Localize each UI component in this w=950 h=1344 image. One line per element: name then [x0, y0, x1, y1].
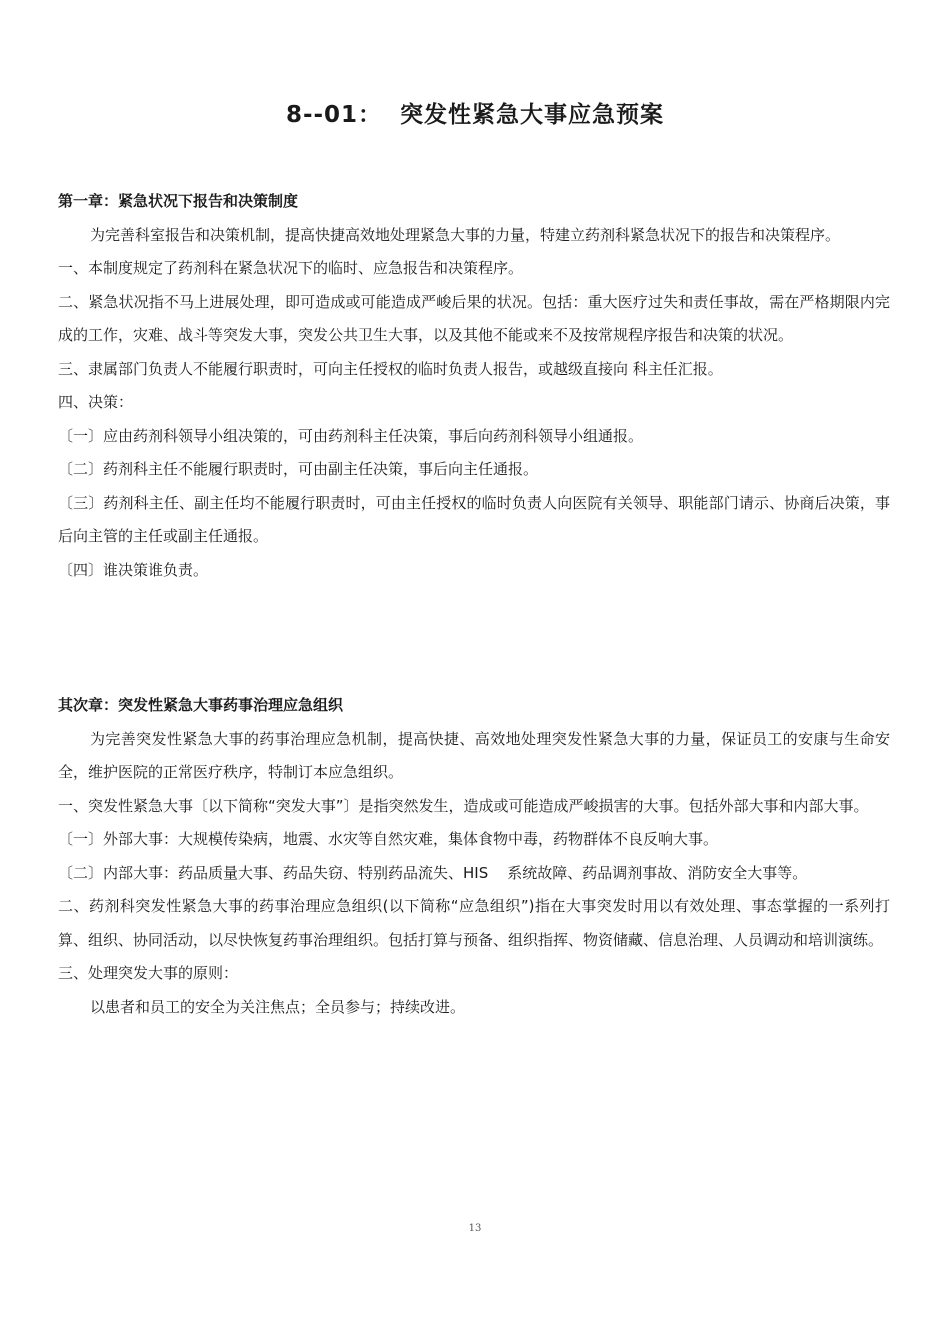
- section-2-principle: 以患者和员工的安全为关注焦点；全员参与；持续改进。: [90, 997, 466, 1016]
- section-1-item-2: 二、紧急状况指不马上进展处理，即可造成或可能造成严峻后果的状况。包括：重大医疗过失和责任事故，需在严格期限内完成的工作，灾难、战斗等突发大事，突发公共卫生大事，以及其他不能或来不及按常规程序报告和决策的状况。: [58, 292, 890, 344]
- section-2-item-1: 一、突发性紧急大事〔以下简称“突发大事”〕是指突然发生，造成或可能造成严峻损害的大事。包括外部大事和内部大事。: [58, 796, 869, 815]
- section-1-item-3: 三、隶属部门负责人不能履行职责时，可向主任授权的临时负责人报告，或越级直接向 科主任汇报。: [58, 359, 723, 378]
- section-1-sub-4: 〔四〕谁决策谁负责。: [58, 560, 209, 579]
- section-1-sub-1: 〔一〕应由药剂科领导小组决策的，可由药剂科主任决策，事后向药剂科领导小组通报。: [58, 426, 644, 445]
- section-1-sub-3: 〔三〕药剂科主任、副主任均不能履行职责时，可由主任授权的临时负责人向医院有关领导、职能部门请示、协商后决策，事后向主管的主任或副主任通报。: [58, 493, 890, 545]
- section-2: [58, 689, 890, 1024]
- page-number: 13: [468, 1223, 482, 1234]
- section-1-intro: 为完善科室报告和决策机制，提高快捷高效地处理紧急大事的力量，特建立药剂科紧急状况下的报告和决策程序。: [90, 225, 841, 244]
- section-1: [58, 185, 890, 587]
- section-2-sub-2: 〔二〕内部大事：药品质量大事、药品失窃、特别药品流失、HIS 系统故障、药品调剂事故、消防安全大事等。: [58, 863, 808, 882]
- section-2-item-2: 二、药剂科突发性紧急大事的药事治理应急组织(以下简称“应急组织”)指在大事突发时用以有效处理、事态掌握的一系列打算、组织、协同活动，以尽快恢复药事治理组织。包括打算与预备、组织指挥、物资储藏、信息治理、人员调动和培训演练。: [58, 897, 890, 949]
- section-1-item-1: 一、本制度规定了药剂科在紧急状况下的临时、应急报告和决策程序。: [58, 259, 524, 277]
- section-2-sub-1: 〔一〕外部大事：大规模传染病，地震、水灾等自然灾难，集体食物中毒，药物群体不良反响大事。: [58, 830, 719, 848]
- document-title: 8--01： 突发性紧急大事应急预案: [285, 102, 665, 128]
- section-1-sub-2: 〔二〕药剂科主任不能履行职责时，可由副主任决策，事后向主任通报。: [58, 460, 539, 478]
- section-1-item-4: 四、决策：: [58, 393, 134, 411]
- section-2-heading: 其次章：突发性紧急大事药事治理应急组织: [58, 696, 344, 714]
- section-2-item-3: 三、处理突发大事的原则：: [58, 964, 239, 982]
- section-1-heading: 第一章：紧急状况下报告和决策制度: [58, 192, 299, 210]
- section-2-intro: 为完善突发性紧急大事的药事治理应急机制，提高快捷、高效地处理突发性紧急大事的力量，保证员工的安康与生命安全，维护医院的正常医疗秩序，特制订本应急组织。: [58, 729, 890, 781]
